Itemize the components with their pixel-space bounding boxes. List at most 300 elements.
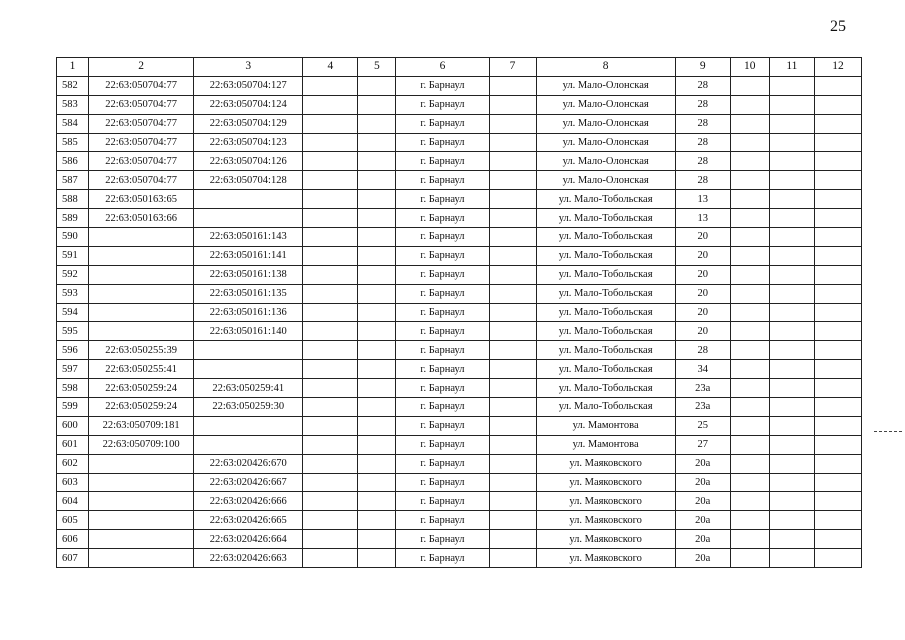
- table-row: [57, 492, 862, 511]
- header-row: [57, 58, 862, 77]
- table-cell-col8: ул. Мало-Олонская: [536, 133, 675, 152]
- table-cell-col6: г. Барнаул: [396, 492, 489, 511]
- table-cell-col3: 22:63:050704:127: [194, 76, 303, 95]
- table-cell-col1: 596: [57, 341, 89, 360]
- table-cell-col3: 22:63:050161:138: [194, 265, 303, 284]
- table-cell-col4: [303, 114, 358, 133]
- table-cell-col9: 20а: [675, 492, 730, 511]
- table-cell-col2: 22:63:050163:65: [89, 190, 194, 209]
- table-cell-col9: 28: [675, 95, 730, 114]
- table-cell-col4: [303, 209, 358, 228]
- table-cell-col11: [769, 454, 814, 473]
- column-header-11: 11: [769, 58, 814, 77]
- column-header-8: 8: [536, 58, 675, 77]
- table-cell-col1: 592: [57, 265, 89, 284]
- table-cell-col7: [489, 530, 536, 549]
- table-cell-col1: 587: [57, 171, 89, 190]
- table-cell-col7: [489, 360, 536, 379]
- table-cell-col11: [769, 530, 814, 549]
- table-cell-col10: [730, 171, 769, 190]
- column-header-2: 2: [89, 58, 194, 77]
- table-cell-col10: [730, 246, 769, 265]
- table-cell-col10: [730, 322, 769, 341]
- table-cell-col11: [769, 322, 814, 341]
- table-cell-col8: ул. Маяковского: [536, 492, 675, 511]
- table-cell-col3: 22:63:050161:135: [194, 284, 303, 303]
- table-cell-col2: 22:63:050259:24: [89, 398, 194, 417]
- table-cell-col2: [89, 530, 194, 549]
- table-cell-col3: 22:63:050704:124: [194, 95, 303, 114]
- table-cell-col5: [358, 322, 396, 341]
- table-row: [57, 549, 862, 568]
- table-cell-col4: [303, 322, 358, 341]
- table-cell-col9: 28: [675, 341, 730, 360]
- table-row: [57, 265, 862, 284]
- table-cell-col7: [489, 95, 536, 114]
- table-cell-col3: 22:63:020426:667: [194, 473, 303, 492]
- table-cell-col1: 598: [57, 379, 89, 398]
- table-cell-col5: [358, 284, 396, 303]
- table-cell-col2: 22:63:050709:100: [89, 435, 194, 454]
- table-cell-col8: ул. Мало-Олонская: [536, 114, 675, 133]
- table-cell-col2: [89, 511, 194, 530]
- table-cell-col4: [303, 246, 358, 265]
- table-cell-col8: ул. Маяковского: [536, 454, 675, 473]
- table-row: [57, 284, 862, 303]
- table-cell-col11: [769, 341, 814, 360]
- table-row: [57, 398, 862, 417]
- table-row: [57, 133, 862, 152]
- table-row: [57, 435, 862, 454]
- table-cell-col11: [769, 303, 814, 322]
- table-cell-col1: 605: [57, 511, 89, 530]
- table-cell-col5: [358, 341, 396, 360]
- table-cell-col10: [730, 530, 769, 549]
- table-cell-col6: г. Барнаул: [396, 530, 489, 549]
- table-cell-col12: [814, 398, 861, 417]
- table-cell-col5: [358, 246, 396, 265]
- table-cell-col1: 603: [57, 473, 89, 492]
- table-cell-col5: [358, 152, 396, 171]
- table-cell-col9: 20а: [675, 530, 730, 549]
- column-header-5: 5: [358, 58, 396, 77]
- table-cell-col2: [89, 492, 194, 511]
- table-cell-col8: ул. Мало-Тобольская: [536, 284, 675, 303]
- table-cell-col4: [303, 473, 358, 492]
- table-cell-col2: [89, 454, 194, 473]
- table-cell-col5: [358, 511, 396, 530]
- table-cell-col4: [303, 530, 358, 549]
- table-cell-col8: ул. Маяковского: [536, 511, 675, 530]
- table-cell-col6: г. Барнаул: [396, 95, 489, 114]
- table-cell-col12: [814, 190, 861, 209]
- table-body: [57, 76, 862, 567]
- table-cell-col6: г. Барнаул: [396, 114, 489, 133]
- table-cell-col12: [814, 549, 861, 568]
- table-cell-col7: [489, 511, 536, 530]
- table-cell-col7: [489, 114, 536, 133]
- table-cell-col6: г. Барнаул: [396, 76, 489, 95]
- table-cell-col9: 28: [675, 171, 730, 190]
- table-cell-col2: 22:63:050255:39: [89, 341, 194, 360]
- table-cell-col6: г. Барнаул: [396, 303, 489, 322]
- table-cell-col1: 583: [57, 95, 89, 114]
- table-cell-col12: [814, 95, 861, 114]
- table-cell-col11: [769, 228, 814, 247]
- table-cell-col8: ул. Маяковского: [536, 549, 675, 568]
- table-cell-col7: [489, 322, 536, 341]
- table-cell-col8: ул. Мало-Тобольская: [536, 228, 675, 247]
- table-cell-col5: [358, 454, 396, 473]
- table-cell-col4: [303, 265, 358, 284]
- table-cell-col8: ул. Мало-Тобольская: [536, 246, 675, 265]
- table-cell-col10: [730, 284, 769, 303]
- table-cell-col11: [769, 360, 814, 379]
- table-cell-col3: 22:63:050704:128: [194, 171, 303, 190]
- table-cell-col1: 601: [57, 435, 89, 454]
- table-cell-col4: [303, 454, 358, 473]
- table-cell-col5: [358, 303, 396, 322]
- table-cell-col1: 606: [57, 530, 89, 549]
- table-row: [57, 246, 862, 265]
- table-cell-col7: [489, 303, 536, 322]
- table-cell-col6: г. Барнаул: [396, 171, 489, 190]
- table-cell-col3: 22:63:020426:665: [194, 511, 303, 530]
- table-cell-col11: [769, 473, 814, 492]
- table-cell-col9: 20а: [675, 511, 730, 530]
- table-cell-col11: [769, 265, 814, 284]
- table-cell-col12: [814, 228, 861, 247]
- table-cell-col1: 591: [57, 246, 89, 265]
- table-cell-col2: 22:63:050704:77: [89, 114, 194, 133]
- table-cell-col5: [358, 416, 396, 435]
- table-cell-col7: [489, 246, 536, 265]
- table-cell-col6: г. Барнаул: [396, 435, 489, 454]
- table-cell-col1: 586: [57, 152, 89, 171]
- table-cell-col2: [89, 322, 194, 341]
- table-cell-col12: [814, 435, 861, 454]
- table-cell-col2: [89, 246, 194, 265]
- table-cell-col1: 589: [57, 209, 89, 228]
- table-cell-col3: 22:63:020426:670: [194, 454, 303, 473]
- table-cell-col6: г. Барнаул: [396, 360, 489, 379]
- table-cell-col1: 600: [57, 416, 89, 435]
- table-cell-col4: [303, 303, 358, 322]
- table-cell-col12: [814, 114, 861, 133]
- table-cell-col11: [769, 416, 814, 435]
- table-cell-col8: ул. Мало-Тобольская: [536, 379, 675, 398]
- table-cell-col8: ул. Мало-Олонская: [536, 76, 675, 95]
- table-cell-col3: [194, 416, 303, 435]
- table-cell-col4: [303, 76, 358, 95]
- table-cell-col11: [769, 152, 814, 171]
- table-cell-col10: [730, 435, 769, 454]
- table-cell-col5: [358, 190, 396, 209]
- table-cell-col10: [730, 133, 769, 152]
- table-row: [57, 530, 862, 549]
- table-cell-col1: 582: [57, 76, 89, 95]
- table-cell-col10: [730, 209, 769, 228]
- table-cell-col10: [730, 549, 769, 568]
- table-cell-col9: 23а: [675, 379, 730, 398]
- table-cell-col10: [730, 95, 769, 114]
- table-cell-col11: [769, 133, 814, 152]
- table-cell-col5: [358, 379, 396, 398]
- table-cell-col11: [769, 379, 814, 398]
- table-cell-col2: 22:63:050709:181: [89, 416, 194, 435]
- table-cell-col10: [730, 473, 769, 492]
- table-cell-col3: [194, 209, 303, 228]
- table-cell-col7: [489, 152, 536, 171]
- table-cell-col10: [730, 379, 769, 398]
- table-cell-col3: 22:63:050704:126: [194, 152, 303, 171]
- table-cell-col7: [489, 209, 536, 228]
- table-cell-col12: [814, 171, 861, 190]
- table-row: [57, 152, 862, 171]
- table-cell-col7: [489, 379, 536, 398]
- table-cell-col3: 22:63:050704:123: [194, 133, 303, 152]
- table-cell-col8: ул. Мало-Тобольская: [536, 209, 675, 228]
- table-cell-col9: 20: [675, 246, 730, 265]
- table-cell-col12: [814, 265, 861, 284]
- table-cell-col9: 28: [675, 76, 730, 95]
- table-cell-col11: [769, 398, 814, 417]
- table-cell-col7: [489, 284, 536, 303]
- table-cell-col6: г. Барнаул: [396, 284, 489, 303]
- table-cell-col12: [814, 76, 861, 95]
- table-cell-col9: 20а: [675, 473, 730, 492]
- table-cell-col4: [303, 379, 358, 398]
- table-cell-col12: [814, 322, 861, 341]
- table-cell-col9: 20а: [675, 454, 730, 473]
- table-cell-col10: [730, 416, 769, 435]
- table-cell-col9: 13: [675, 209, 730, 228]
- table-cell-col4: [303, 360, 358, 379]
- table-cell-col12: [814, 341, 861, 360]
- table-cell-col3: 22:63:050259:41: [194, 379, 303, 398]
- table-cell-col1: 584: [57, 114, 89, 133]
- table-cell-col7: [489, 133, 536, 152]
- table-cell-col5: [358, 171, 396, 190]
- table-row: [57, 114, 862, 133]
- table-cell-col8: ул. Мало-Тобольская: [536, 341, 675, 360]
- table-cell-col8: ул. Мало-Тобольская: [536, 265, 675, 284]
- table-cell-col8: ул. Маяковского: [536, 473, 675, 492]
- table-row: [57, 473, 862, 492]
- table-cell-col1: 602: [57, 454, 89, 473]
- table-row: [57, 303, 862, 322]
- table-cell-col2: [89, 228, 194, 247]
- table-cell-col12: [814, 360, 861, 379]
- table-row: [57, 379, 862, 398]
- table-cell-col10: [730, 492, 769, 511]
- table-row: [57, 228, 862, 247]
- table-cell-col4: [303, 133, 358, 152]
- table-cell-col6: г. Барнаул: [396, 190, 489, 209]
- table-cell-col1: 593: [57, 284, 89, 303]
- table-row: [57, 416, 862, 435]
- table-cell-col9: 25: [675, 416, 730, 435]
- scan-artifact-line: [874, 431, 902, 432]
- table-row: [57, 76, 862, 95]
- table-cell-col6: г. Барнаул: [396, 265, 489, 284]
- table-cell-col4: [303, 492, 358, 511]
- table-cell-col5: [358, 549, 396, 568]
- table-cell-col3: 22:63:020426:663: [194, 549, 303, 568]
- table-cell-col1: 597: [57, 360, 89, 379]
- table-cell-col7: [489, 473, 536, 492]
- table-cell-col7: [489, 228, 536, 247]
- table-cell-col5: [358, 209, 396, 228]
- table-cell-col2: 22:63:050163:66: [89, 209, 194, 228]
- page-number: 25: [830, 18, 846, 35]
- table-cell-col4: [303, 190, 358, 209]
- table-cell-col1: 594: [57, 303, 89, 322]
- table-cell-col3: 22:63:050161:141: [194, 246, 303, 265]
- table-row: [57, 95, 862, 114]
- table-cell-col7: [489, 341, 536, 360]
- table-cell-col2: 22:63:050255:41: [89, 360, 194, 379]
- table-cell-col9: 13: [675, 190, 730, 209]
- table-cell-col9: 23а: [675, 398, 730, 417]
- table-cell-col10: [730, 341, 769, 360]
- column-header-10: 10: [730, 58, 769, 77]
- table-cell-col11: [769, 171, 814, 190]
- table-cell-col3: 22:63:050704:129: [194, 114, 303, 133]
- table-cell-col12: [814, 246, 861, 265]
- table-row: [57, 322, 862, 341]
- table-cell-col3: 22:63:020426:666: [194, 492, 303, 511]
- table-cell-col7: [489, 549, 536, 568]
- table-cell-col11: [769, 435, 814, 454]
- table-cell-col9: 20: [675, 265, 730, 284]
- table-cell-col11: [769, 114, 814, 133]
- table-cell-col10: [730, 265, 769, 284]
- table-cell-col11: [769, 284, 814, 303]
- table-cell-col10: [730, 303, 769, 322]
- table-cell-col5: [358, 530, 396, 549]
- table-cell-col7: [489, 398, 536, 417]
- table-cell-col6: г. Барнаул: [396, 152, 489, 171]
- table-cell-col4: [303, 95, 358, 114]
- table-cell-col5: [358, 492, 396, 511]
- table-cell-col4: [303, 228, 358, 247]
- table-cell-col10: [730, 152, 769, 171]
- table-cell-col10: [730, 398, 769, 417]
- table-cell-col12: [814, 209, 861, 228]
- table-cell-col4: [303, 171, 358, 190]
- table-cell-col2: [89, 549, 194, 568]
- table-cell-col9: 20а: [675, 549, 730, 568]
- table-cell-col2: 22:63:050704:77: [89, 95, 194, 114]
- table-cell-col4: [303, 284, 358, 303]
- column-header-12: 12: [814, 58, 861, 77]
- table-cell-col7: [489, 492, 536, 511]
- table-cell-col4: [303, 416, 358, 435]
- table-cell-col12: [814, 492, 861, 511]
- table-cell-col2: 22:63:050704:77: [89, 152, 194, 171]
- table-cell-col9: 28: [675, 114, 730, 133]
- table-cell-col6: г. Барнаул: [396, 398, 489, 417]
- table-cell-col6: г. Барнаул: [396, 133, 489, 152]
- table-cell-col8: ул. Мало-Тобольская: [536, 303, 675, 322]
- table-cell-col11: [769, 190, 814, 209]
- table-cell-col1: 607: [57, 549, 89, 568]
- table-cell-col9: 20: [675, 284, 730, 303]
- table-cell-col5: [358, 398, 396, 417]
- table-cell-col1: 585: [57, 133, 89, 152]
- table-cell-col5: [358, 265, 396, 284]
- table-cell-col1: 590: [57, 228, 89, 247]
- column-header-9: 9: [675, 58, 730, 77]
- table-cell-col9: 28: [675, 133, 730, 152]
- table-cell-col9: 20: [675, 322, 730, 341]
- table-cell-col6: г. Барнаул: [396, 246, 489, 265]
- table-cell-col8: ул. Мало-Тобольская: [536, 322, 675, 341]
- table-cell-col5: [358, 133, 396, 152]
- table-cell-col6: г. Барнаул: [396, 511, 489, 530]
- table-cell-col9: 34: [675, 360, 730, 379]
- table-cell-col11: [769, 549, 814, 568]
- table-cell-col5: [358, 435, 396, 454]
- table-cell-col5: [358, 360, 396, 379]
- table-cell-col4: [303, 549, 358, 568]
- table-cell-col7: [489, 171, 536, 190]
- table-cell-col6: г. Барнаул: [396, 473, 489, 492]
- table-cell-col8: ул. Мало-Тобольская: [536, 398, 675, 417]
- table-cell-col4: [303, 341, 358, 360]
- table-cell-col10: [730, 511, 769, 530]
- table-cell-col10: [730, 190, 769, 209]
- table-cell-col11: [769, 95, 814, 114]
- table-cell-col8: ул. Мало-Тобольская: [536, 190, 675, 209]
- table-cell-col2: [89, 303, 194, 322]
- table-cell-col5: [358, 114, 396, 133]
- table-cell-col2: [89, 284, 194, 303]
- table-cell-col9: 20: [675, 228, 730, 247]
- table-cell-col11: [769, 511, 814, 530]
- table-cell-col12: [814, 530, 861, 549]
- table-cell-col8: ул. Мало-Олонская: [536, 152, 675, 171]
- table-cell-col10: [730, 228, 769, 247]
- column-header-6: 6: [396, 58, 489, 77]
- table-cell-col3: 22:63:050259:30: [194, 398, 303, 417]
- table-cell-col6: г. Барнаул: [396, 416, 489, 435]
- column-header-4: 4: [303, 58, 358, 77]
- table-cell-col6: г. Барнаул: [396, 228, 489, 247]
- table-cell-col1: 595: [57, 322, 89, 341]
- table-cell-col8: ул. Мало-Олонская: [536, 171, 675, 190]
- table-cell-col10: [730, 454, 769, 473]
- table-cell-col8: ул. Мамонтова: [536, 435, 675, 454]
- table-row: [57, 511, 862, 530]
- table-row: [57, 190, 862, 209]
- table-cell-col2: [89, 473, 194, 492]
- table-cell-col5: [358, 473, 396, 492]
- table-cell-col6: г. Барнаул: [396, 209, 489, 228]
- table-cell-col1: 588: [57, 190, 89, 209]
- table-cell-col5: [358, 76, 396, 95]
- table-cell-col8: ул. Мало-Олонская: [536, 95, 675, 114]
- table-cell-col7: [489, 454, 536, 473]
- column-header-7: 7: [489, 58, 536, 77]
- table-cell-col7: [489, 265, 536, 284]
- table-cell-col5: [358, 228, 396, 247]
- table-cell-col6: г. Барнаул: [396, 379, 489, 398]
- table-row: [57, 209, 862, 228]
- table-row: [57, 341, 862, 360]
- table-cell-col9: 20: [675, 303, 730, 322]
